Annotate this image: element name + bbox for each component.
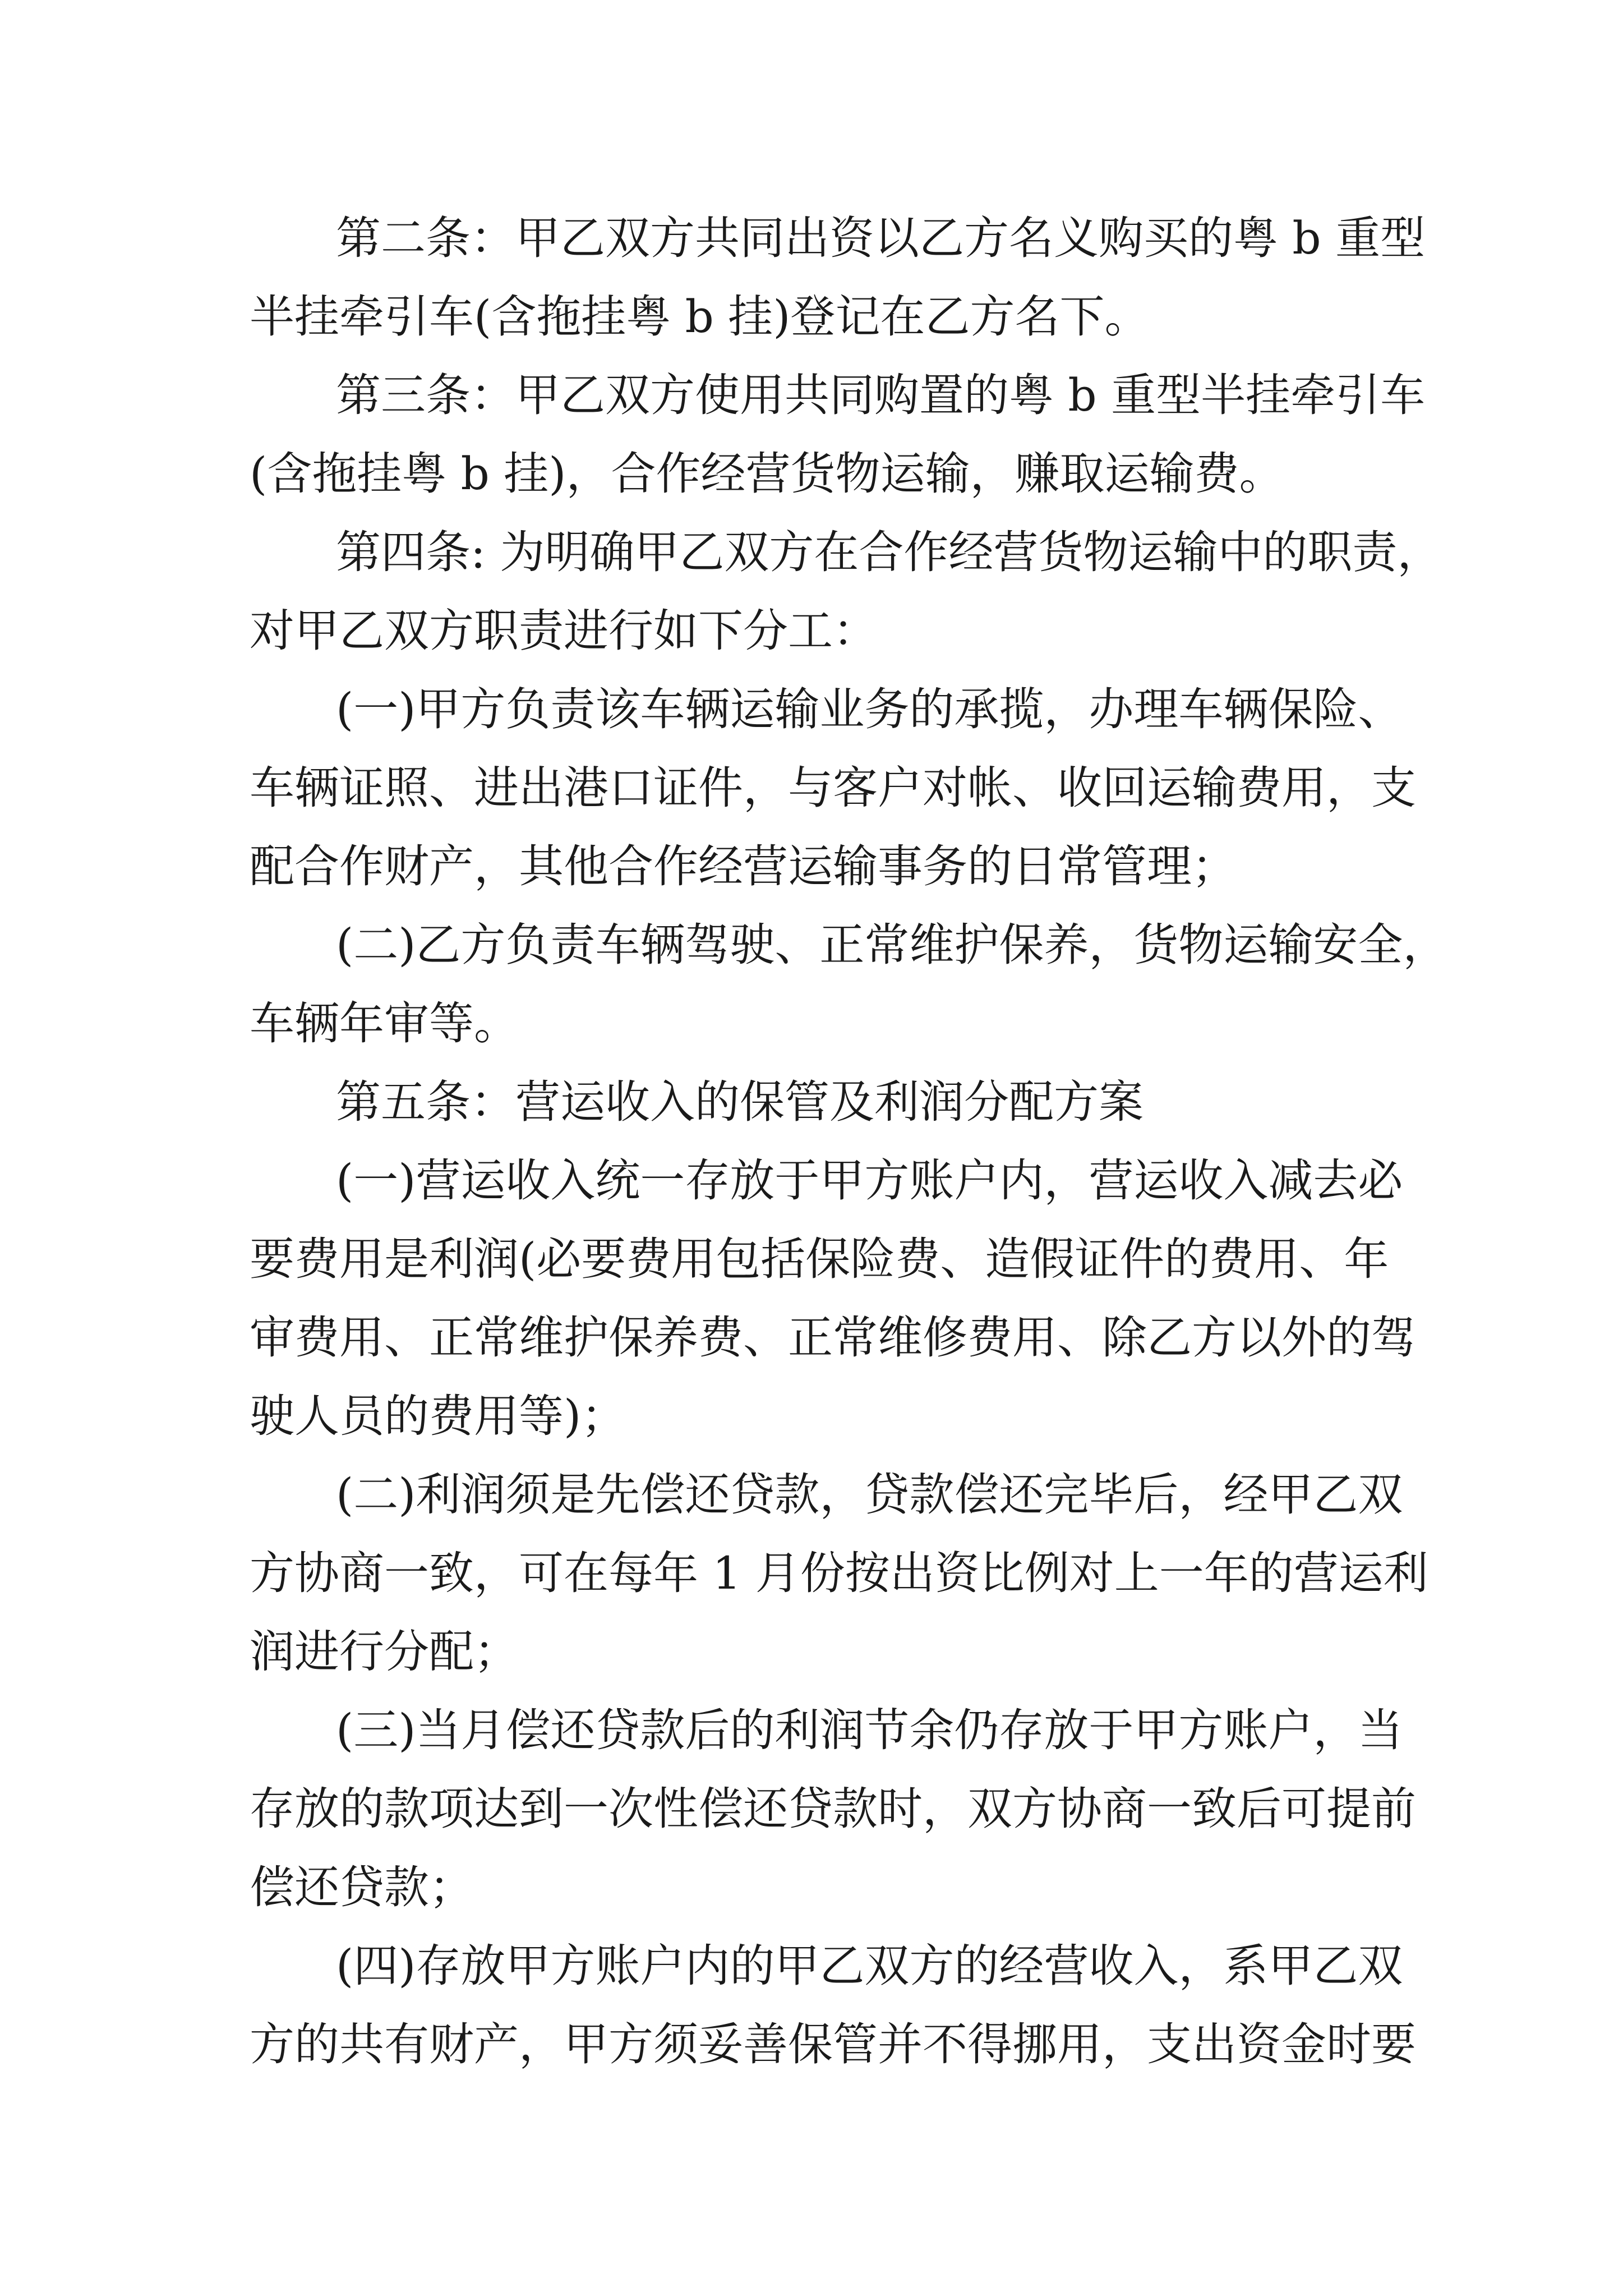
text-line: 存放的款项达到一次性偿还贷款时，双方协商一致后可提前 — [250, 1783, 1416, 1835]
text-line: 方的共有财产，甲方须妥善保管并不得挪用，支出资金时要 — [250, 2018, 1416, 2070]
text-line: (二)利润须是先偿还贷款，贷款偿还完毕后，经甲乙双 — [336, 1469, 1403, 1521]
text-line: 偿还贷款； — [250, 1861, 474, 1913]
text-line: 对甲乙双方职责进行如下分工： — [250, 605, 878, 657]
text-line: 润进行分配； — [250, 1626, 519, 1678]
text-line: 驶人员的费用等)； — [250, 1390, 626, 1442]
text-line: 配合作财产，其他合作经营运输事务的日常管理； — [250, 840, 1237, 892]
text-line: 方协商一致，可在每年 1 月份按出资比例对上一年的营运利 — [250, 1547, 1428, 1599]
text-line: 车辆证照、进出港口证件，与客户对帐、收回运输费用，支 — [250, 762, 1416, 814]
text-line: 要费用是利润(必要费用包括保险费、造假证件的费用、年 — [250, 1233, 1389, 1285]
text-line: 第五条：营运收入的保管及利润分配方案 — [336, 1076, 1144, 1128]
text-line: (三)当月偿还贷款后的利润节余仍存放于甲方账户，当 — [336, 1704, 1403, 1756]
text-line: 第三条：甲乙双方使用共同购置的粤 b 重型半挂牵引车 — [336, 369, 1426, 421]
document-body — [250, 212, 1448, 2101]
text-line: (一)甲方负责该车辆运输业务的承揽，办理车辆保险、 — [336, 683, 1403, 735]
text-line: 第四条: 为明确甲乙双方在合作经营货物运输中的职责， — [336, 526, 1442, 578]
text-line: 第二条：甲乙双方共同出资以乙方名义购买的粤 b 重型 — [336, 212, 1426, 264]
text-line: (一)营运收入统一存放于甲方账户内，营运收入减去必 — [336, 1154, 1403, 1207]
text-line: 车辆年审等。 — [250, 997, 519, 1050]
text-line: (含拖挂粤 b 挂)，合作经营货物运输，赚取运输费。 — [250, 448, 1284, 500]
text-line: 半挂牵引车(含拖挂粤 b 挂)登记在乙方名下。 — [250, 291, 1150, 343]
text-line: (四)存放甲方账户内的甲乙双方的经营收入，系甲乙双 — [336, 1940, 1403, 1992]
text-line: (二)乙方负责车辆驾驶、正常维护保养，货物运输安全， — [336, 919, 1448, 971]
text-line: 审费用、正常维护保养费、正常维修费用、除乙方以外的驾 — [250, 1312, 1416, 1364]
